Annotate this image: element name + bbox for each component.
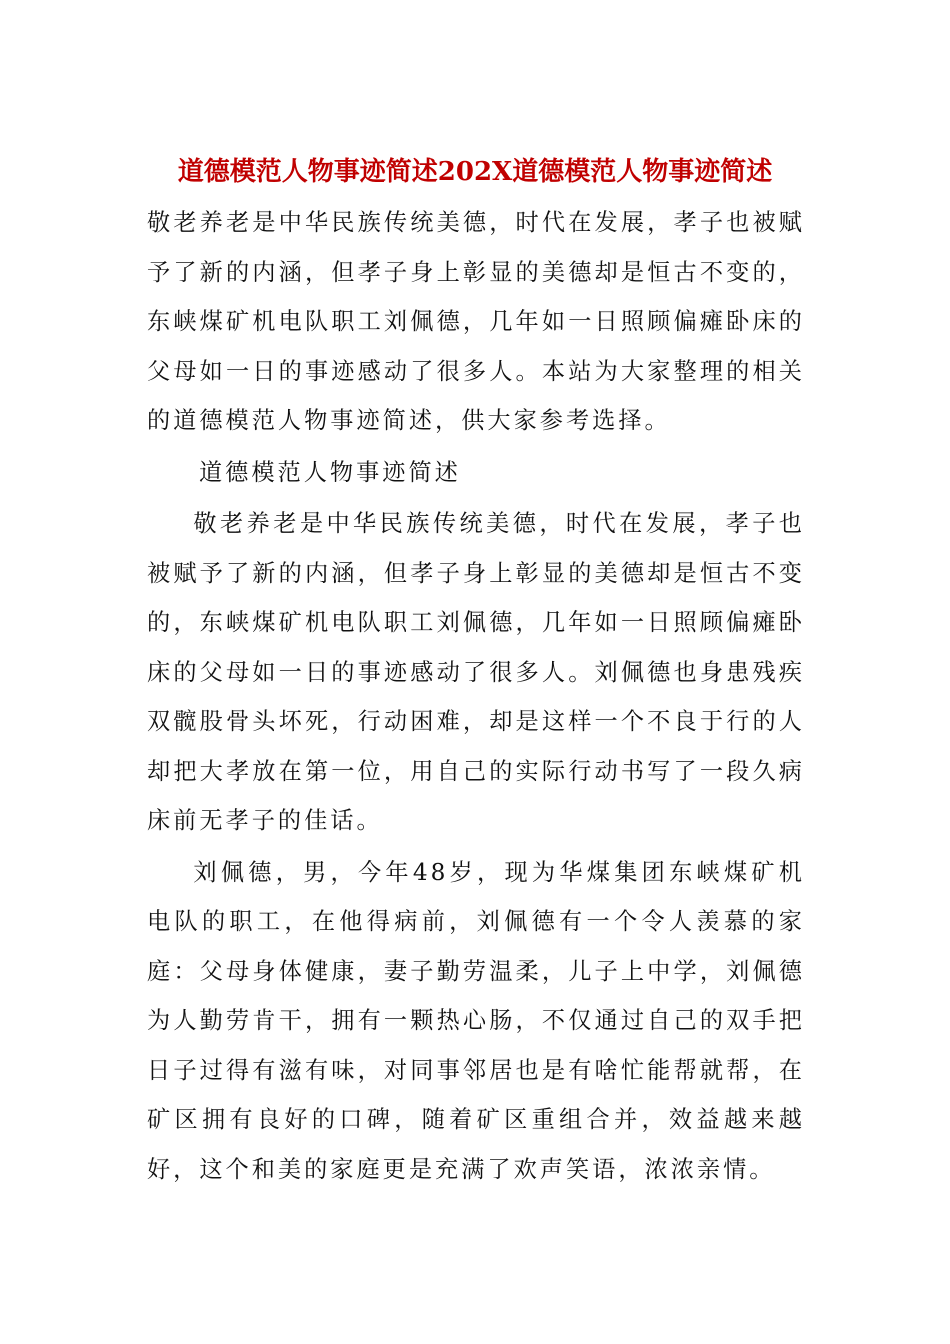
document-title: 道德模范人物事迹简述202X道德模范人物事迹简述 xyxy=(177,157,773,187)
document-body xyxy=(147,198,805,1196)
body-paragraph: 刘佩德，男，今年48岁，现为华煤集团东峡煤矿机电队的职工，在他得病前，刘佩德有一个令人羡慕的家庭：父母身体健康，妻子勤劳温柔，儿子上中学，刘佩德为人勤劳肯干，拥有一颗热心肠，不仅通过自己的双手把日子过得有滋有味，对同事邻居也是有啥忙能帮就帮，在矿区拥有良好的口碑，随着矿区重组合并，效益越来越好，这个和美的家庭更是充满了欢声笑语，浓浓亲情。 xyxy=(147,858,805,1183)
section-heading: 道德模范人物事迹简述 xyxy=(199,458,461,486)
intro-paragraph: 敬老养老是中华民族传统美德，时代在发展，孝子也被赋予了新的内涵，但孝子身上彰显的美德却是恒古不变的，东峡煤矿机电队职工刘佩德，几年如一日照顾偏瘫卧床的父母如一日的事迹感动了很多人。本站为大家整理的相关的道德模范人物事迹简述，供大家参考选择。 xyxy=(147,209,805,434)
body-paragraph: 敬老养老是中华民族传统美德，时代在发展，孝子也被赋予了新的内涵，但孝子身上彰显的美德却是恒古不变的，东峡煤矿机电队职工刘佩德，几年如一日照顾偏瘫卧床的父母如一日的事迹感动了很多人。刘佩德也身患残疾双髋股骨头坏死，行动困难，却是这样一个不良于行的人却把大孝放在第一位，用自己的实际行动书写了一段久病床前无孝子的佳话。 xyxy=(147,510,805,834)
